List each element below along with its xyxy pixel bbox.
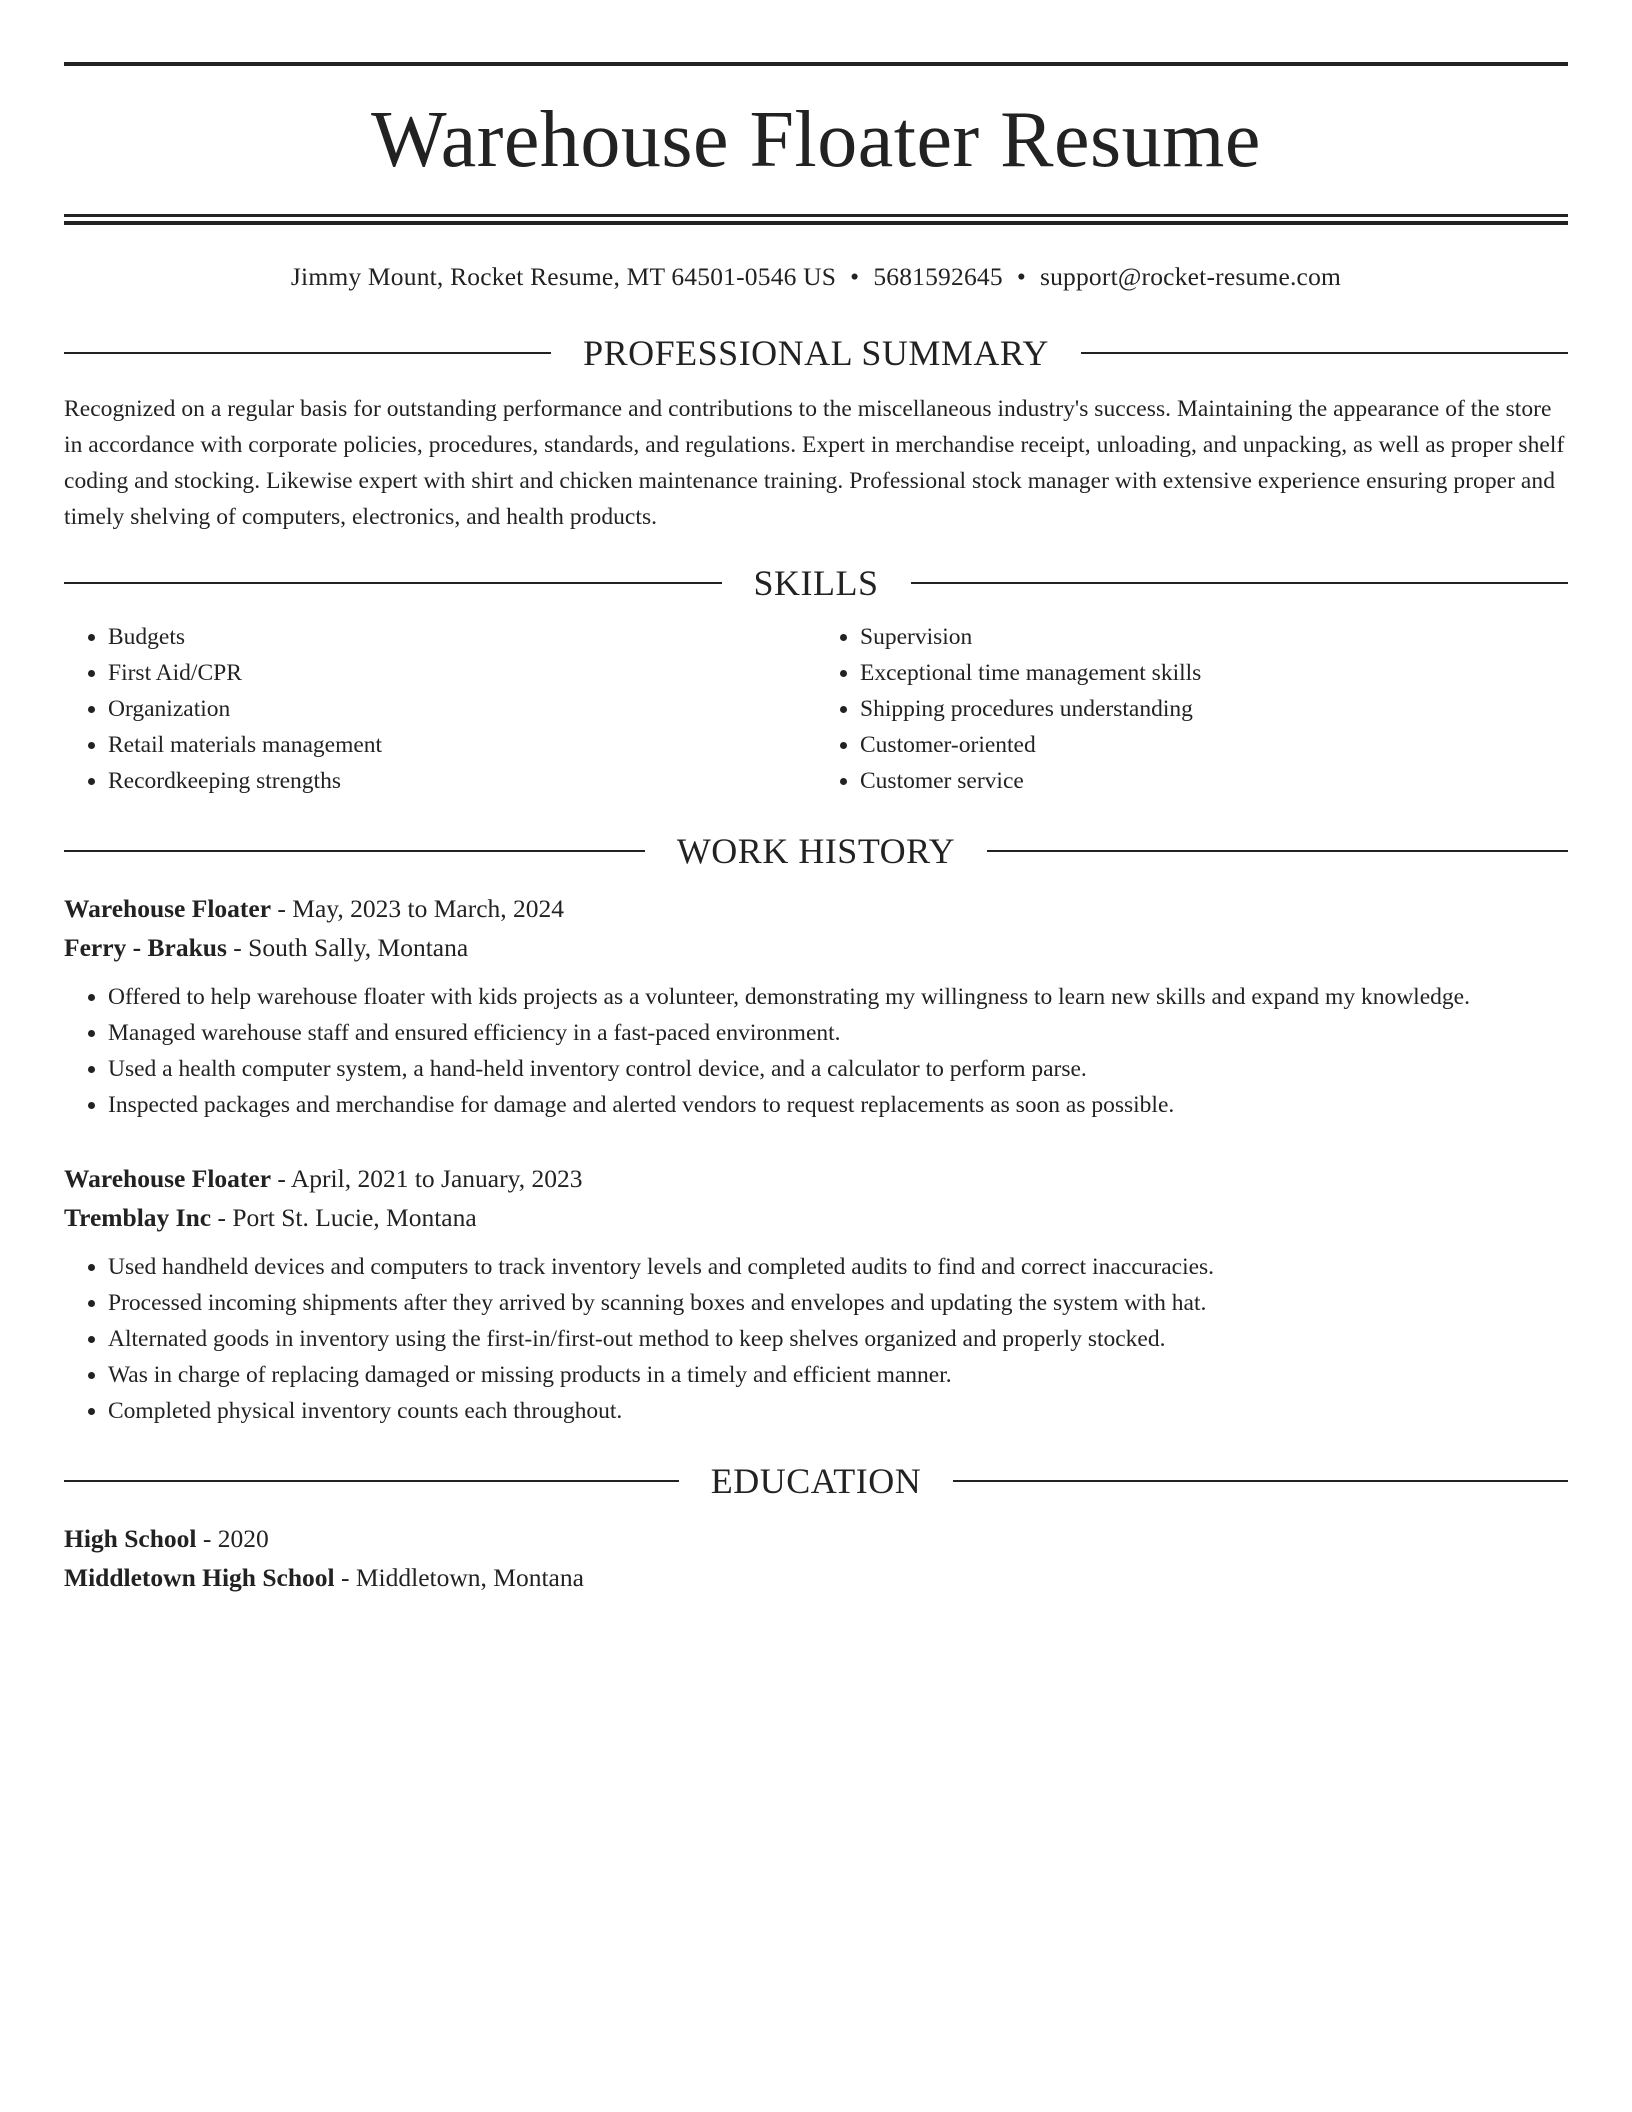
section-divider-left — [64, 582, 722, 584]
contact-address: Jimmy Mount, Rocket Resume, MT 64501-0546 US — [290, 262, 837, 291]
skill-item: • Recordkeeping strengths — [108, 763, 816, 799]
job-bullet: • Completed physical inventory counts each throughout. — [108, 1393, 1568, 1429]
section-divider-left — [64, 850, 645, 852]
skills-column-right — [816, 619, 1568, 799]
job-bullet: • Offered to help warehouse floater with kids projects as a volunteer, demonstrating my willingness to learn new skills and expand my knowledge. — [108, 979, 1568, 1015]
skill-item: • Customer-oriented — [860, 727, 1568, 763]
work-heading: WORK HISTORY — [676, 830, 956, 871]
job-bullet: • Managed warehouse staff and ensured efficiency in a fast-paced environment. — [108, 1015, 1568, 1051]
education-heading: EDUCATION — [710, 1460, 922, 1501]
skills-heading: SKILLS — [753, 562, 879, 603]
section-divider-left — [64, 1480, 679, 1482]
job-bullet: • Used handheld devices and computers to track inventory levels and completed audits to find and correct inaccuracies. — [108, 1249, 1568, 1285]
job-company-line — [64, 928, 1568, 967]
job-bullets — [64, 1249, 1568, 1429]
job-title-line — [64, 889, 1568, 928]
education-location: - Middletown, Montana — [334, 1562, 584, 1592]
job-bullet: • Alternated goods in inventory using the first-in/first-out method to keep shelves organized and properly stocked. — [108, 1321, 1568, 1357]
job-company: Ferry - Brakus — [64, 932, 227, 962]
education-year: - 2020 — [196, 1523, 269, 1553]
contact-line — [64, 264, 1568, 290]
summary-text: Recognized on a regular basis for outstanding performance and contributions to the miscellaneous industry's success. Maintaining the appearance of the store in accordance with corporate policies, procedures, standards, and regulations. Expert in merchandise receipt, unloading, and unpacking, as well as proper shelf coding and stocking. Likewise expert with shirt and chicken maintenance training. Professional stock manager with extensive experience ensuring proper and timely shelving of computers, electronics, and health products. — [64, 395, 1565, 530]
education-entry — [64, 1519, 1568, 1597]
top-rule — [64, 62, 1568, 66]
job-bullet: • Used a health computer system, a hand-held inventory control device, and a calculator to perform parse. — [108, 1051, 1568, 1087]
job-dates: - May, 2023 to March, 2024 — [271, 893, 565, 923]
education-section-header — [64, 1460, 1568, 1501]
skills-section-header — [64, 562, 1568, 603]
section-divider-right — [1081, 352, 1568, 354]
job-company: Tremblay Inc — [64, 1202, 212, 1232]
skill-item: • Customer service — [860, 763, 1568, 799]
job-entry — [64, 889, 1568, 1123]
contact-phone: 5681592645 — [873, 262, 1003, 291]
section-divider-right — [911, 582, 1569, 584]
skill-item: • Supervision — [860, 619, 1568, 655]
job-title-line — [64, 1159, 1568, 1198]
summary-heading: PROFESSIONAL SUMMARY — [583, 332, 1049, 373]
summary-section-header — [64, 332, 1568, 373]
skill-item: • Exceptional time management skills — [860, 655, 1568, 691]
education-degree: High School — [64, 1523, 197, 1553]
job-bullet: • Was in charge of replacing damaged or missing products in a timely and efficient manner. — [108, 1357, 1568, 1393]
job-location: - Port St. Lucie, Montana — [211, 1202, 477, 1232]
job-dates: - April, 2021 to January, 2023 — [271, 1163, 583, 1193]
contact-separator: • — [1016, 262, 1026, 291]
job-role: Warehouse Floater — [64, 893, 272, 923]
job-company-line — [64, 1198, 1568, 1237]
job-bullets — [64, 979, 1568, 1123]
job-location: - South Sally, Montana — [226, 932, 469, 962]
education-school: Middletown High School — [64, 1562, 335, 1592]
skill-item: • Budgets — [108, 619, 816, 655]
title-double-rule — [64, 214, 1568, 225]
job-bullet: • Processed incoming shipments after they arrived by scanning boxes and envelopes and updating the system with hat. — [108, 1285, 1568, 1321]
resume-title: Warehouse Floater Resume — [371, 96, 1261, 184]
work-section-header — [64, 830, 1568, 871]
education-degree-line — [64, 1519, 1568, 1558]
skill-item: • Shipping procedures understanding — [860, 691, 1568, 727]
section-divider-right — [987, 850, 1568, 852]
skills-list — [64, 619, 1568, 799]
section-divider-right — [953, 1480, 1568, 1482]
skill-item: • Organization — [108, 691, 816, 727]
job-entry — [64, 1159, 1568, 1429]
job-bullet: • Inspected packages and merchandise for damage and alerted vendors to request replacements as soon as possible. — [108, 1087, 1568, 1123]
skills-column-left — [64, 619, 816, 799]
contact-separator: • — [850, 262, 860, 291]
education-school-line — [64, 1558, 1568, 1597]
skill-item: • Retail materials management — [108, 727, 816, 763]
job-role: Warehouse Floater — [64, 1163, 272, 1193]
section-divider-left — [64, 352, 551, 354]
contact-email: support@rocket-resume.com — [1039, 262, 1342, 291]
skill-item: • First Aid/CPR — [108, 655, 816, 691]
